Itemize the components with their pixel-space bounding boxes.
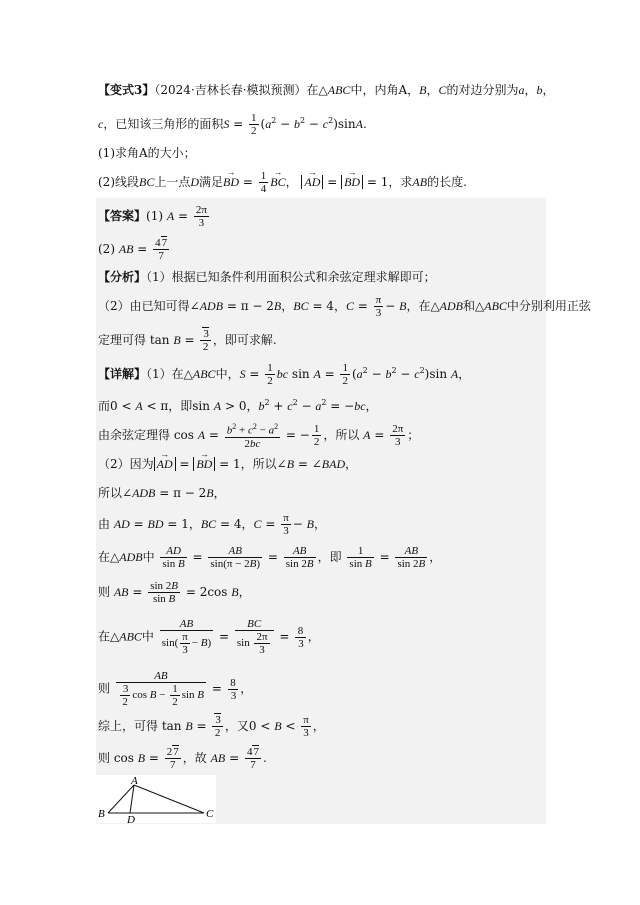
detail-10: 则 AB $\frac{3}{2}$ cos B − $\frac{1}{2}$ sin B = $\frac{8}{3}$ ， [98, 670, 253, 708]
problem-line-2: c，已知该三角形的面积S = $\frac{1}{2}$ $(a^2 - b^2 - c^2)\sin A$. [98, 112, 367, 137]
detail-4: （2）因为→ AD = → BD = 1，所以∠B = ∠BAD， [98, 455, 357, 473]
label-B: B [98, 808, 105, 820]
label-C: C [206, 808, 214, 820]
detail-8: 则 AB = $\frac{\sin 2B}{\text{sin B}}$ = 2cos B， [98, 580, 251, 605]
analysis-2: （2）由已知可得∠ADB = π − 2B，BC = 4，C = $\frac{\pi}{3}$ − B，在△ADB和△ABC中分别利用正弦 [98, 294, 591, 319]
question-2: (2)线段BC上一点D满足→ BD = $\frac{1}{4}$ → BC， → AD = → BD = 1，求AB的长度. [98, 170, 467, 195]
analysis-1: 【分析】（1）根据已知条件利用面积公式和余弦定理求解即可； [98, 270, 436, 284]
detail-9: 在△ABC中 AB sin( $\frac{\pi}{3}$ − B) = BC sin $\frac{2\pi}{3}$ = $\frac{8}{3}$ ， [98, 618, 320, 656]
detail-7: 在△ADB中 $\frac{AD}{\text{sin B}}$ = $\frac{AB}{\sin(\pi - 2B)}$ = $\frac{AB}{\sin 2B}$ ，即 $\frac{1}{\text{sin B}}$ = $\frac{AB}{\sin 2B}$ ， [98, 545, 442, 570]
label-D: D [127, 814, 135, 823]
triangle-figure [96, 775, 216, 823]
figure-background [96, 775, 216, 823]
answer-1: 【答案】(1) A = $\frac{2\pi}{3}$ [98, 204, 207, 229]
label-A: A [131, 775, 138, 787]
answer-2: (2) AB = $\frac{47}{7}$ [98, 237, 168, 262]
problem-line-1: 【变式3】（2024·吉林长春·模拟预测）在△ABC中，内角A，B，C的对边分别为a，b， [98, 83, 555, 97]
detail-11: 综上，可得 tan B = $\frac{3}{2}$ ，又0 < B < $\frac{\pi}{3}$ ， [98, 714, 325, 739]
detail-6: 由 AD = BD = 1，BC = 4，C = $\frac{\pi}{3}$ − B， [98, 512, 327, 537]
detail-12: 则 cos B = $\frac{27}{7}$ ，故 AB = $\frac{47}{7}$ . [98, 746, 267, 771]
source: （2024·吉林长春·模拟预测） [154, 83, 307, 97]
detail-1: 【详解】（1）在△ABC中，S = $\frac{1}{2}$ bc sin A = $\frac{1}{2}$ $(a^2 - b^2 - c^2)\sin$ A， [98, 362, 471, 387]
analysis-3: 定理可得 tan B = $\frac{3}{2}$ ，即可求解. [98, 328, 277, 353]
variant-tag: 【变式3】 [98, 83, 155, 97]
detail-5: 所以∠ADB = π − 2B， [98, 486, 226, 500]
detail-2: 而0 < A < π，即sin A > 0，$b^2 + c^2 - a^2 = -bc$， [98, 398, 378, 413]
question-1: (1)求角A的大小； [98, 146, 196, 160]
detail-3: 由余弦定理得 cos A = $\frac{b^2 + c^2 - a^2}{2bc}$ = − $\frac{1}{2}$ ，所以 A = $\frac{2\pi}{3}$ ； [98, 422, 420, 450]
